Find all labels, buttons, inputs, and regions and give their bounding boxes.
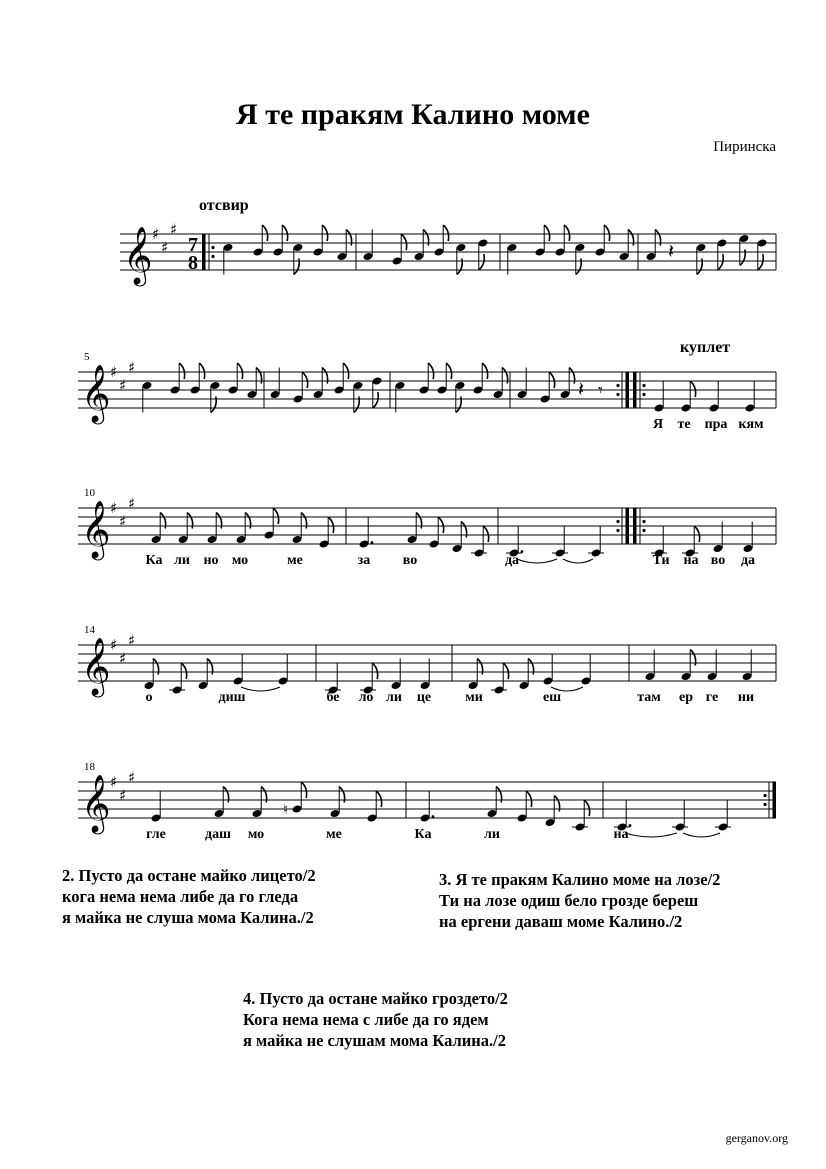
repeat-dot	[763, 794, 766, 797]
treble-clef-icon: 𝄞	[81, 364, 111, 422]
verse-line: 2. Пусто да остане майко лицето/2	[62, 866, 316, 885]
eighth-rest-icon: 𝄾	[598, 380, 603, 401]
note-flag	[373, 392, 378, 408]
lyric-syllable: ер	[679, 690, 693, 705]
note-flag	[181, 663, 186, 679]
lyric-syllable: Я	[652, 417, 664, 432]
lyric-syllable: но	[203, 553, 219, 568]
note-flag	[372, 663, 377, 679]
staff-line-3	[0, 494, 826, 558]
note-flag	[428, 363, 433, 379]
tie	[241, 687, 280, 691]
sharp-icon: ♯	[119, 786, 127, 805]
note-flag	[503, 663, 508, 679]
lyric-syllable: ни	[737, 690, 755, 705]
repeat-dot	[616, 520, 619, 523]
staff-line-5	[0, 768, 826, 832]
verse-2	[62, 865, 316, 928]
time-signature-top: 7	[188, 234, 198, 256]
sharp-icon: ♯	[119, 376, 127, 395]
lyric-syllable: ме	[326, 827, 342, 842]
note-flag	[694, 526, 699, 542]
sharp-icon: ♯	[119, 512, 127, 531]
verse-line: я майка не слушам мома Калина./2	[243, 1031, 506, 1050]
sharp-icon: ♯	[128, 631, 136, 650]
augmentation-dot	[371, 541, 374, 544]
natural-icon: ♮	[283, 802, 289, 818]
lyric-syllable: бе	[326, 690, 340, 705]
note-flag	[526, 791, 531, 807]
tie	[517, 559, 557, 563]
lyric-syllable: да	[504, 553, 520, 568]
verse-line: на ергени даваш моме Калино./2	[439, 912, 683, 931]
lyric-syllable: ли	[386, 690, 402, 705]
verse-line: кога нема нема либе да го гледа	[62, 887, 299, 906]
staff-line-4	[0, 631, 826, 695]
lyric-syllable: на	[613, 827, 629, 842]
lyric-syllable: ге	[705, 690, 719, 705]
measure-number: 14	[84, 624, 95, 636]
repeat-dot	[616, 384, 619, 387]
treble-clef-icon: 𝄞	[123, 226, 153, 284]
note-flag	[482, 363, 487, 379]
verse-line: 3. Я те пракям Калино моме на лозе/2	[439, 870, 721, 889]
repeat-dot	[642, 520, 645, 523]
lyric-syllable: Ка	[145, 553, 163, 568]
note-flag	[343, 363, 348, 379]
lyric-syllable: во	[710, 553, 726, 568]
repeat-dot	[616, 393, 619, 396]
note-flag	[273, 508, 278, 524]
note-flag	[549, 372, 554, 388]
tie	[625, 833, 677, 837]
note-flag	[446, 363, 451, 379]
note-flag	[282, 225, 287, 241]
lyric-syllable: о	[145, 690, 153, 705]
lyric-syllable: Ти	[652, 553, 670, 568]
note-flag	[718, 254, 723, 270]
section-label-verse: куплет	[680, 339, 731, 356]
repeat-barline	[633, 508, 637, 544]
lyric-syllable: еш	[542, 690, 562, 705]
sharp-icon: ♯	[161, 238, 169, 257]
augmentation-dot	[432, 815, 435, 818]
staff-line-1	[0, 220, 826, 284]
quarter-rest-icon: 𝄽	[668, 239, 675, 263]
sharp-icon: ♯	[110, 363, 118, 381]
lyric-syllable: во	[402, 553, 418, 568]
note-flag	[690, 381, 695, 397]
note-flag	[262, 225, 267, 241]
measure-number: 5	[84, 351, 90, 363]
repeat-dot	[642, 393, 645, 396]
repeat-barline	[202, 234, 206, 270]
lyric-syllable: це	[416, 690, 432, 705]
lyric-syllable: на	[683, 553, 699, 568]
repeat-barline	[633, 372, 637, 408]
lyric-syllable: ме	[287, 553, 303, 568]
treble-clef-icon: 𝄞	[81, 637, 111, 695]
song-title: Я те пракям Калино моме	[236, 98, 590, 131]
staff-line-2	[0, 358, 826, 422]
lyric-syllable: диш	[218, 690, 246, 705]
treble-clef-icon: 𝄞	[81, 774, 111, 832]
verse-line: 4. Пусто да остане майко гроздето/2	[243, 989, 508, 1008]
repeat-dot	[211, 246, 214, 249]
time-signature-bottom: 8	[188, 252, 198, 274]
lyric-syllable: те	[677, 417, 691, 432]
lyric-syllable: ло	[358, 690, 374, 705]
augmentation-dot	[629, 824, 632, 827]
lyric-syllable: гле	[146, 827, 166, 842]
note-flag	[758, 254, 763, 270]
augmentation-dot	[521, 550, 524, 553]
repeat-dot	[211, 255, 214, 258]
lyric-syllable: мо	[231, 553, 249, 568]
lyric-syllable: за	[357, 553, 371, 568]
note-flag	[544, 225, 549, 241]
sharp-icon: ♯	[128, 494, 136, 513]
sharp-icon: ♯	[110, 773, 118, 791]
note-flag	[199, 363, 204, 379]
repeat-barline	[626, 508, 630, 544]
verse-line: Ти на лозе одиш бело грозде береш	[439, 891, 699, 910]
tie	[683, 833, 720, 837]
verse-4	[243, 988, 508, 1051]
sharp-icon: ♯	[110, 636, 118, 654]
note-flag	[479, 254, 484, 270]
repeat-barline	[626, 372, 630, 408]
sharp-icon: ♯	[128, 358, 136, 377]
note-flag	[322, 225, 327, 241]
repeat-dot	[642, 529, 645, 532]
lyric-syllable: мо	[247, 827, 265, 842]
note-flag	[301, 782, 306, 798]
lyric-syllable: даш	[205, 827, 231, 842]
lyric-syllable: пра	[704, 417, 728, 432]
note-flag	[376, 791, 381, 807]
sharp-icon: ♯	[119, 649, 127, 668]
measure-number: 10	[84, 487, 95, 499]
lyric-syllable: да	[740, 553, 756, 568]
note-flag	[179, 363, 184, 379]
verse-line: я майка не слуша мома Калина./2	[62, 908, 314, 927]
section-label-refrain: отсвир	[199, 197, 249, 214]
note-flag	[443, 225, 448, 241]
repeat-dot	[763, 803, 766, 806]
treble-clef-icon: 𝄞	[81, 500, 111, 558]
tie	[563, 559, 593, 563]
lyric-syllable: Ка	[414, 827, 432, 842]
quarter-rest-icon: 𝄽	[578, 377, 585, 401]
note-flag	[237, 363, 242, 379]
lyric-syllable: ми	[465, 690, 483, 705]
song-origin: Пиринска	[713, 139, 776, 155]
note-flag	[584, 800, 589, 816]
note-flag	[302, 372, 307, 388]
lyric-syllable: ли	[484, 827, 500, 842]
lyric-syllable: кям	[738, 417, 764, 432]
note-flag	[401, 234, 406, 250]
site-credit: gerganov.org	[725, 1131, 788, 1145]
sharp-icon: ♯	[170, 220, 178, 239]
measure-number: 18	[84, 761, 95, 773]
repeat-barline	[773, 782, 777, 818]
sharp-icon: ♯	[152, 225, 160, 243]
note-flag	[438, 517, 443, 533]
repeat-dot	[642, 384, 645, 387]
note-flag	[483, 526, 488, 542]
sharp-icon: ♯	[128, 768, 136, 787]
lyric-syllable: там	[637, 690, 661, 705]
verse-line: Кога нема нема с либе да го ядем	[243, 1010, 489, 1029]
note-flag	[604, 225, 609, 241]
note-flag	[328, 517, 333, 533]
note-flag	[564, 225, 569, 241]
sharp-icon: ♯	[110, 499, 118, 517]
verse-3	[439, 869, 720, 932]
lyric-syllable: ли	[174, 553, 190, 568]
repeat-dot	[616, 529, 619, 532]
